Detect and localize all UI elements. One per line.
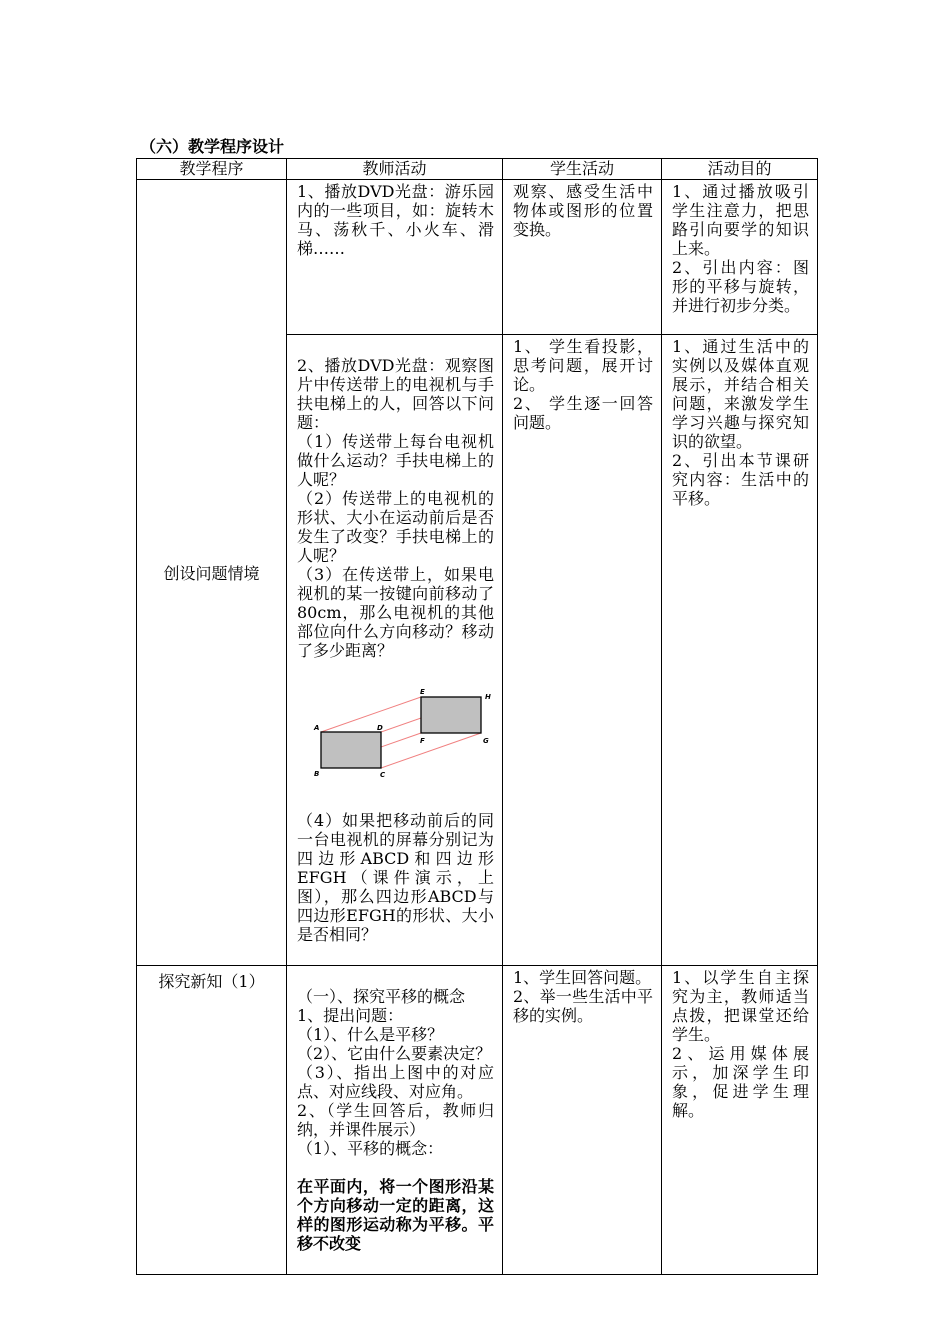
student-activity-cell: 观察、感受生活中物体或图形的位置变换。 — [503, 180, 662, 335]
column-header-student: 学生活动 — [503, 159, 662, 180]
label-h: H — [485, 693, 491, 701]
student-activity-cell: 1、 学生看投影，思考问题，展开讨论。 2、 学生逐一回答问题。 — [503, 335, 662, 966]
purpose-cell: 1、通过播放吸引学生注意力，把思路引向要学的知识上来。 2、引出内容：图形的平移与旋转，并进行初步分类。 — [662, 180, 818, 335]
label-g: G — [483, 737, 489, 745]
teacher-activity-cell: 1、播放DVD光盘：游乐园内的一些项目，如：旋转木马、荡秋千、小火车、滑梯…… — [287, 180, 503, 335]
stage-cell — [137, 180, 287, 966]
label-a: A — [314, 724, 320, 732]
teacher-activity-text: （一）、探究平移的概念 1、提出问题： （1）、什么是平移？ （2）、它由什么要素决定？ （3）、指出上图中的对应点、对应线段、对应角。 2、（学生回答后，教师归纳，并课件展示） （1）、平移的概念： — [297, 987, 494, 1158]
purpose-cell: 1、通过生活中的实例以及媒体直观展示，并结合相关问题，来激发学生学习兴趣与探究知识的欲望。 2、引出本节课研究内容：生活中的平移。 — [662, 335, 818, 966]
label-f: F — [420, 737, 425, 745]
table-row — [137, 180, 818, 335]
table-header-row — [137, 159, 818, 180]
teacher-questions-text: 2、播放DVD光盘：观察图片中传送带上的电视机与手扶电梯上的人，回答以下问题： （1）传送带上每台电视机做什么运动？手扶电梯上的人呢？ （2）传送带上的电视机的形状、大小在运动前后是否发生了改变？手扶电梯上的人呢？ （3）在传送带上，如果电视机的某一按键向前移动了80cm，那么电视机的其他部位向什么方向移动？移动了多少距离？ — [297, 356, 494, 660]
teacher-activity-cell — [287, 966, 503, 1275]
line-a-e — [321, 697, 421, 732]
teacher-question-4-text: （4）如果把移动前后的同一台电视机的屏幕分别记为四边形ABCD和四边形EFGH（课件演示，上图），那么四边形ABCD与四边形EFGH的形状、大小是否相同？ — [297, 811, 494, 944]
stage-cell — [137, 966, 287, 1275]
student-activity-cell: 1、学生回答问题。 2、举一些生活中平移的实例。 — [503, 966, 662, 1275]
stage-label: 探究新知（1） — [158, 972, 265, 991]
translation-definition-text: 在平面内，将一个图形沿某个方向移动一定的距离，这样的图形运动称为平移。平移不改变 — [297, 1177, 494, 1253]
label-c: C — [380, 771, 386, 779]
purpose-cell: 1、以学生自主探究为主，教师适当点拨，把课堂还给学生。 2、运用媒体展示，加深学生印象，促进学生理解。 — [662, 966, 818, 1275]
label-d: D — [377, 724, 383, 732]
table-row — [137, 966, 818, 1275]
column-header-stage: 教学程序 — [137, 159, 287, 180]
label-b: B — [314, 770, 320, 778]
stage-label: 创设问题情境 — [163, 564, 260, 583]
quadrilateral-efgh — [421, 697, 481, 733]
teacher-activity-cell — [287, 335, 503, 966]
section-heading: （六）教学程序设计 — [140, 137, 285, 156]
label-e: E — [420, 688, 425, 696]
column-header-purpose: 活动目的 — [662, 159, 818, 180]
line-c-g — [381, 733, 481, 768]
quadrilateral-abcd — [321, 732, 381, 768]
translation-figure — [303, 687, 503, 792]
lesson-plan-table — [136, 158, 818, 1275]
column-header-teacher: 教师活动 — [287, 159, 503, 180]
